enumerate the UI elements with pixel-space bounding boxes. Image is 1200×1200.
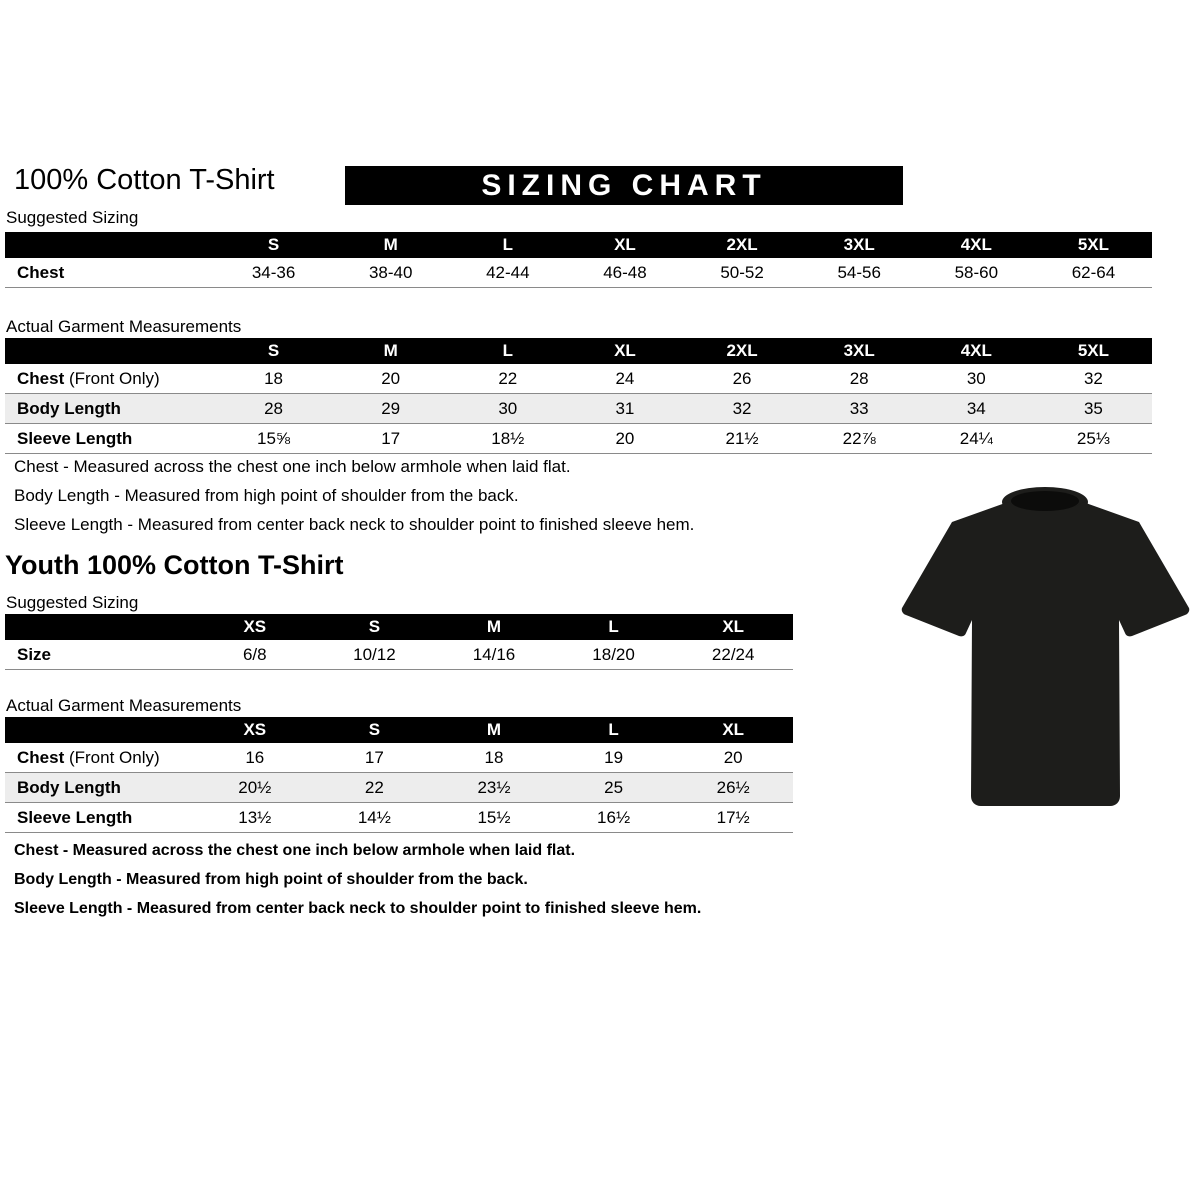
cell: 32 [1035,364,1152,394]
note-sleeve-length: Sleeve Length - Measured from center back neck to shoulder point to finished sleeve hem. [14,515,695,534]
tshirt-neck-opening [1011,491,1079,511]
cell: 17½ [673,803,793,833]
adult-suggested-sizing-label: Suggested Sizing [6,208,139,227]
size-header-row [5,614,793,640]
cell: 15⅝ [215,424,332,454]
cell: 20 [673,743,793,773]
cell-chest-4xl: 58-60 [918,258,1035,288]
youth-title: Youth 100% Cotton T-Shirt [5,550,344,580]
cell-chest-3xl: 54-56 [801,258,918,288]
cell-chest-l: 42-44 [449,258,566,288]
header-spacer [5,717,195,743]
cell: 22 [449,364,566,394]
adult-actual-table [5,338,1152,454]
cell: 14½ [315,803,435,833]
cell: 33 [801,394,918,424]
tshirt-image [893,476,1198,816]
cell: 24 [566,364,683,394]
header-spacer [5,338,215,364]
size-col-s: S [267,341,280,360]
size-col-s: S [267,235,280,254]
size-col-3xl: 3XL [843,235,875,254]
chest-front-only-row [5,743,793,773]
cell: 20 [566,424,683,454]
size-col-m: M [383,235,398,254]
row-label-size: Size [5,640,195,670]
size-col-l: L [608,720,619,739]
cell: 28 [215,394,332,424]
youth-suggested-table [5,614,793,670]
row-label-suffix: (Front Only) [64,368,160,388]
cell: 23½ [434,773,554,803]
cell: 16 [195,743,315,773]
size-col-xs: XS [243,720,267,739]
size-col-m: M [383,341,398,360]
chest-front-only-row [5,364,1152,394]
cell: 31 [566,394,683,424]
cell: 25⅓ [1035,424,1152,454]
note-chest: Chest - Measured across the chest one inch below armhole when laid flat. [14,842,576,859]
row-label-body-length: Body Length [5,394,215,424]
size-col-3xl: 3XL [843,341,875,360]
size-col-m: M [486,617,502,636]
cell: 17 [332,424,449,454]
sleeve-length-row [5,424,1152,454]
size-col-2xl: 2XL [726,235,758,254]
cell: 29 [332,394,449,424]
size-col-xl: XL [614,341,636,360]
cell: 22/24 [673,640,793,670]
header-spacer [5,232,215,258]
size-row [5,640,793,670]
cell: 16½ [554,803,674,833]
size-col-4xl: 4XL [960,235,992,254]
size-col-4xl: 4XL [960,341,992,360]
cell: 19 [554,743,674,773]
cell: 34 [918,394,1035,424]
cell-chest-m: 38-40 [332,258,449,288]
header-spacer [5,614,195,640]
size-col-m: M [486,720,502,739]
cell: 6/8 [195,640,315,670]
size-col-s: S [368,720,381,739]
cell: 22 [315,773,435,803]
row-label-chest-front-only [5,743,195,773]
youth-notes [14,842,701,929]
size-col-s: S [368,617,381,636]
row-label-sleeve-length: Sleeve Length [5,424,215,454]
cell: 18 [215,364,332,394]
body-length-row [5,773,793,803]
cell: 30 [918,364,1035,394]
cell: 20½ [195,773,315,803]
cell: 35 [1035,394,1152,424]
row-label-main: Chest [17,747,65,767]
body-length-row [5,394,1152,424]
size-col-l: L [502,341,513,360]
note-body-length: Body Length - Measured from high point of shoulder from the back. [14,486,519,505]
row-label-body-length: Body Length [5,773,195,803]
cell: 18/20 [554,640,674,670]
size-col-xl: XL [614,235,636,254]
size-header-row [5,232,1152,258]
size-col-5xl: 5XL [1077,341,1110,360]
adult-notes [14,458,694,545]
youth-actual-measurements-label: Actual Garment Measurements [6,696,242,715]
cell-chest-xl: 46-48 [566,258,683,288]
size-col-xs: XS [243,617,267,636]
cell: 25 [554,773,674,803]
cell: 15½ [434,803,554,833]
cell: 18 [434,743,554,773]
cell: 22⅞ [801,424,918,454]
adult-suggested-table [5,232,1152,288]
row-label-chest: Chest [5,258,215,288]
cell-chest-2xl: 50-52 [684,258,801,288]
sleeve-length-row [5,803,793,833]
row-label-suffix: (Front Only) [64,747,160,767]
row-label-chest-front-only [5,364,215,394]
sizing-chart-banner: SIZING CHART [345,166,903,205]
note-sleeve-length: Sleeve Length - Measured from center back neck to shoulder point to finished sleeve hem. [14,900,702,917]
cell: 32 [684,394,801,424]
cell: 21½ [684,424,801,454]
note-body-length: Body Length - Measured from high point of shoulder from the back. [14,871,528,888]
cell-chest-s: 34-36 [215,258,332,288]
youth-suggested-sizing-label: Suggested Sizing [6,593,139,612]
size-col-5xl: 5XL [1077,235,1110,254]
youth-actual-table [5,717,793,833]
adult-actual-measurements-label: Actual Garment Measurements [6,317,242,336]
cell: 26 [684,364,801,394]
tshirt-body [902,502,1190,806]
size-header-row [5,338,1152,364]
cell: 10/12 [315,640,435,670]
cell: 24¼ [918,424,1035,454]
chest-row [5,258,1152,288]
cell: 17 [315,743,435,773]
row-label-sleeve-length: Sleeve Length [5,803,195,833]
size-col-xl: XL [722,720,745,739]
adult-title: 100% Cotton T-Shirt [14,164,275,196]
cell: 18½ [449,424,566,454]
note-chest: Chest - Measured across the chest one inch below armhole when laid flat. [14,457,571,476]
cell: 26½ [673,773,793,803]
cell: 14/16 [434,640,554,670]
cell: 20 [332,364,449,394]
cell: 28 [801,364,918,394]
cell: 30 [449,394,566,424]
size-header-row [5,717,793,743]
size-col-xl: XL [722,617,745,636]
size-col-l: L [608,617,619,636]
cell: 13½ [195,803,315,833]
cell-chest-5xl: 62-64 [1035,258,1152,288]
row-label-main: Chest [17,368,65,388]
size-col-l: L [502,235,513,254]
size-col-2xl: 2XL [726,341,758,360]
